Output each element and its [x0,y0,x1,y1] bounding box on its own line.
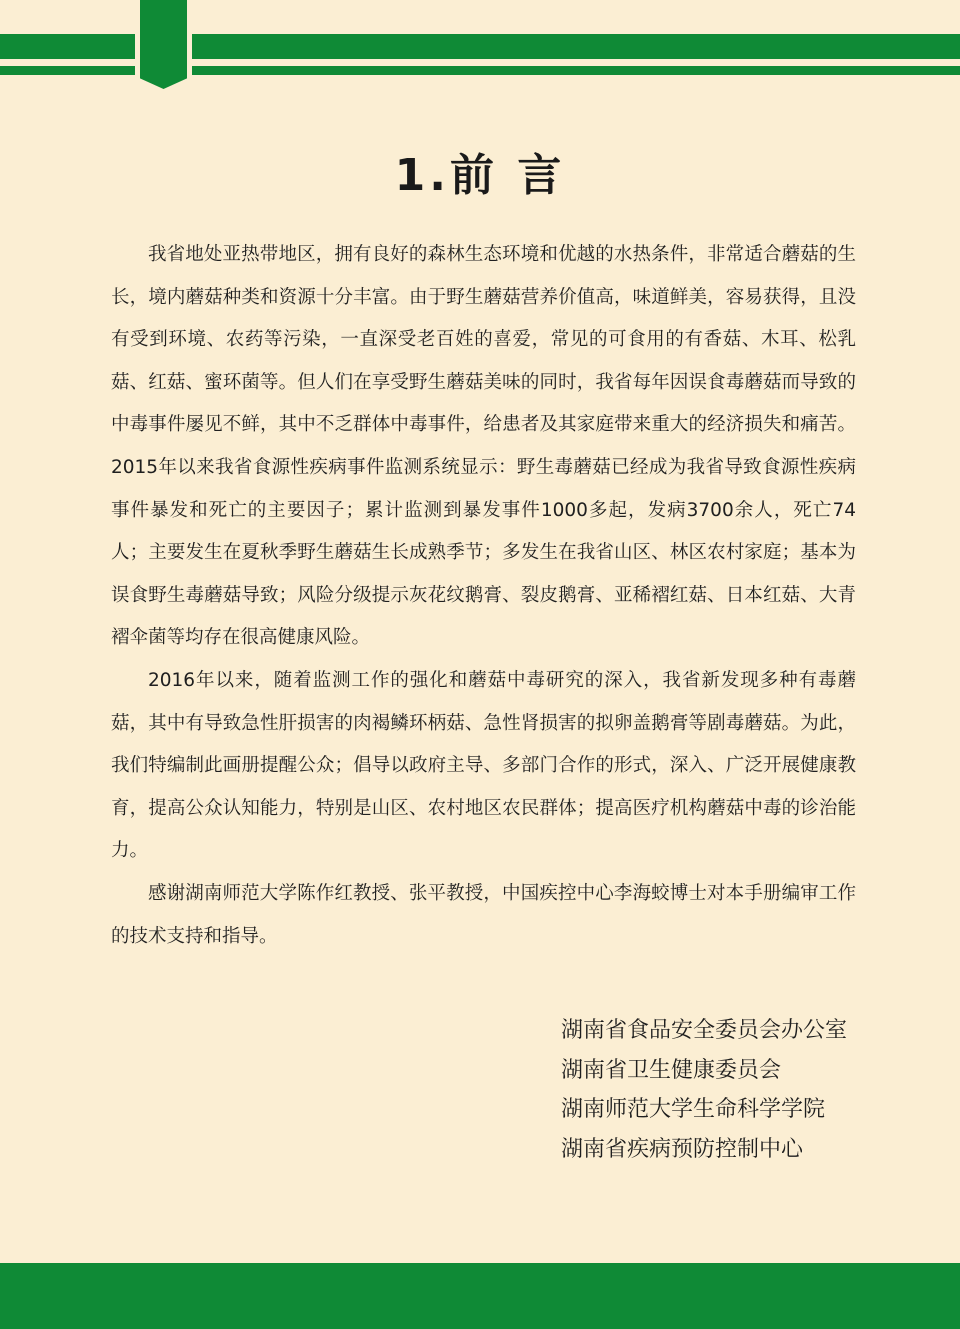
page-title: 1.前 言 [394,150,566,201]
organization-name: 湖南省食品安全委员会办公室 [561,1018,848,1043]
issuing-organizations [561,1011,921,1169]
paragraph: 2016年以来，随着监测工作的强化和蘑菇中毒研究的深入，我省新发现多种有毒蘑菇，其中有导致急性肝损害的肉褐鳞环柄菇、急性肾损害的拟卵盖鹅膏等剧毒蘑菇。为此，我们特编制此画册提醒公众；倡导以政府主导、多部门合作的形式，深入、广泛开展健康教育，提高公众认知能力，特别是山区、农村地区农民群体；提高医疗机构蘑菇中毒的诊治能力。 [111,669,856,862]
organization-name: 湖南省卫生健康委员会 [561,1057,782,1083]
bookmark-ribbon [140,0,187,89]
paragraph: 感谢湖南师范大学陈作红教授、张平教授，中国疾控中心李海蛟博士对本手册编审工作的技术支持和指导。 [111,882,856,947]
bottom-green-band [0,1263,960,1329]
organization-name: 湖南省疾病预防控制中心 [561,1136,804,1162]
organization-name: 湖南师范大学生命科学学院 [561,1097,826,1122]
paragraph: 我省地处亚热带地区，拥有良好的森林生态环境和优越的水热条件，非常适合蘑菇的生长，境内蘑菇种类和资源十分丰富。由于野生蘑菇营养价值高，味道鲜美，容易获得，且没有受到环境、农药等污染，一直深受老百姓的喜爱，常见的可食用的有香菇、木耳、松乳菇、红菇、蜜环菌等。但人们在享受野生蘑菇美味的同时，我省每年因误食毒蘑菇而导致的中毒事件屡见不鲜，其中不乏群体中毒事件，给患者及其家庭带来重大的经济损失和痛苦。2015年以来我省食源性疾病事件监测系统显示：野生毒蘑菇已经成为我省导致食源性疾病事件暴发和死亡的主要因子；累计监测到暴发事件1000多起，发病3700余人，死亡74人；主要发生在夏秋季野生蘑菇生长成熟季节；多发生在我省山区、林区农村家庭；基本为误食野生毒蘑菇导致；风险分级提示灰花纹鹅膏、裂皮鹅膏、亚稀褶红菇、日本红菇、大青褶伞菌等均存在很高健康风险。 [111,244,856,649]
preface-body [111,234,856,958]
